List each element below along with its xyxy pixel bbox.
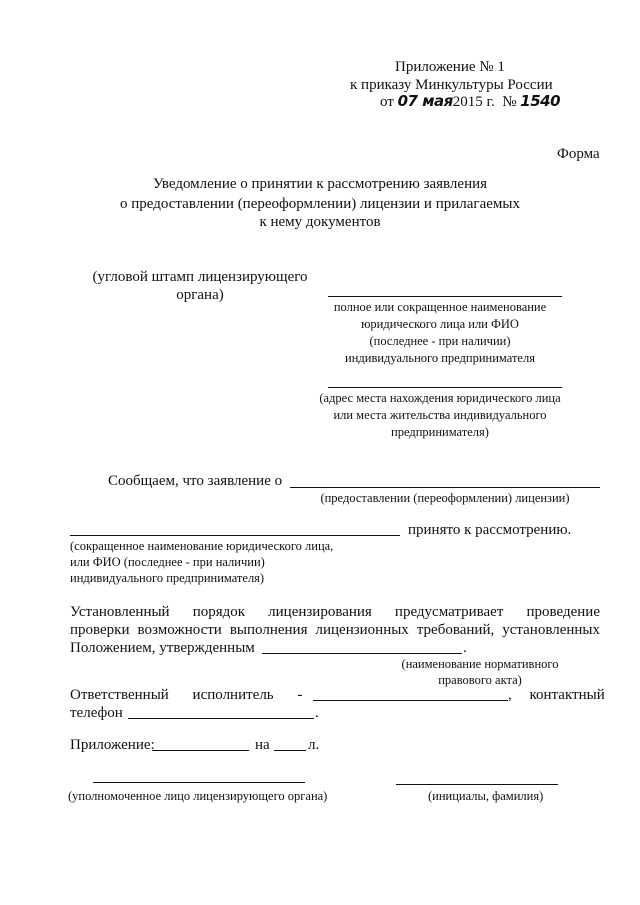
recipient-name-hint-2: юридического лица или ФИО <box>361 317 519 331</box>
applicant-hint-2: или ФИО (последнее - при наличии) <box>70 555 265 569</box>
date-prefix: от <box>380 94 394 110</box>
recipient-name-hint-4: индивидуального предпринимателя <box>345 351 535 365</box>
applicant-hint-3: индивидуального предпринимателя) <box>70 571 265 585</box>
order-date-line <box>380 92 560 111</box>
phone-line <box>128 718 314 719</box>
regulation-name-line <box>262 653 462 654</box>
stamp-line-2: органа) <box>176 287 224 303</box>
procedure-end-dot: . <box>463 640 467 656</box>
attachment-sheets: л. <box>308 737 320 753</box>
responsible-label: Ответственный исполнитель - <box>70 687 303 703</box>
notify-text: Сообщаем, что заявление о <box>108 473 283 489</box>
phone-end-dot: . <box>315 705 319 721</box>
official-hint: (уполномоченное лицо лицензирующего органа) <box>68 789 328 803</box>
recipient-address-hint-3: предпринимателя) <box>391 425 489 439</box>
attachment-on: на <box>255 737 270 753</box>
recipient-name-line <box>328 296 562 297</box>
license-type-line <box>290 487 600 488</box>
handwritten-date: 07 мая <box>397 92 453 110</box>
title-line-2: о предоставлении (переоформлении) лицензии и прилагаемых <box>120 196 520 212</box>
recipient-address-hint-1: (адрес места нахождения юридического лица <box>319 391 561 405</box>
form-label: Форма <box>557 146 600 162</box>
initials-hint: (инициалы, фамилия) <box>428 789 544 803</box>
procedure-line-3: Положением, утвержденным <box>70 640 255 656</box>
attachment-line <box>152 750 249 751</box>
recipient-address-line <box>328 387 562 388</box>
number-sign: № <box>502 94 517 110</box>
applicant-name-line <box>70 535 400 536</box>
handwritten-number: 1540 <box>520 92 561 110</box>
phone-label: телефон <box>70 705 123 721</box>
title-line-3: к нему документов <box>259 214 381 230</box>
appendix-number: Приложение № 1 <box>395 59 505 75</box>
title-line-1: Уведомление о принятии к рассмотрению заявления <box>152 176 488 192</box>
act-hint-1: (наименование нормативного <box>401 657 559 671</box>
order-year: 2015 г. <box>452 94 495 110</box>
accepted-text: принято к рассмотрению. <box>408 522 572 538</box>
procedure-line-1: Установленный порядок лицензирования предусматривает проведение <box>70 604 600 620</box>
applicant-hint-1: (сокращенное наименование юридического лица, <box>70 539 334 553</box>
attachment-label: Приложение: <box>70 737 155 753</box>
responsible-name-line <box>313 700 508 701</box>
recipient-name-hint-3: (последнее - при наличии) <box>369 334 511 348</box>
sheets-line <box>274 750 306 751</box>
procedure-line-2: проверки возможности выполнения лицензионных требований, установленных <box>70 622 600 638</box>
recipient-address-hint-2: или места жительства индивидуального <box>333 408 547 422</box>
stamp-line-1: (угловой штамп лицензирующего <box>92 269 308 285</box>
license-type-hint: (предоставлении (переоформлении) лицензии) <box>320 491 570 505</box>
initials-line <box>396 784 558 785</box>
act-hint-2: правового акта) <box>438 673 522 687</box>
official-signature-line <box>93 782 305 783</box>
order-reference: к приказу Минкультуры России <box>350 77 553 93</box>
recipient-name-hint-1: полное или сокращенное наименование <box>333 300 547 314</box>
contact-label: , контактный <box>508 687 605 703</box>
